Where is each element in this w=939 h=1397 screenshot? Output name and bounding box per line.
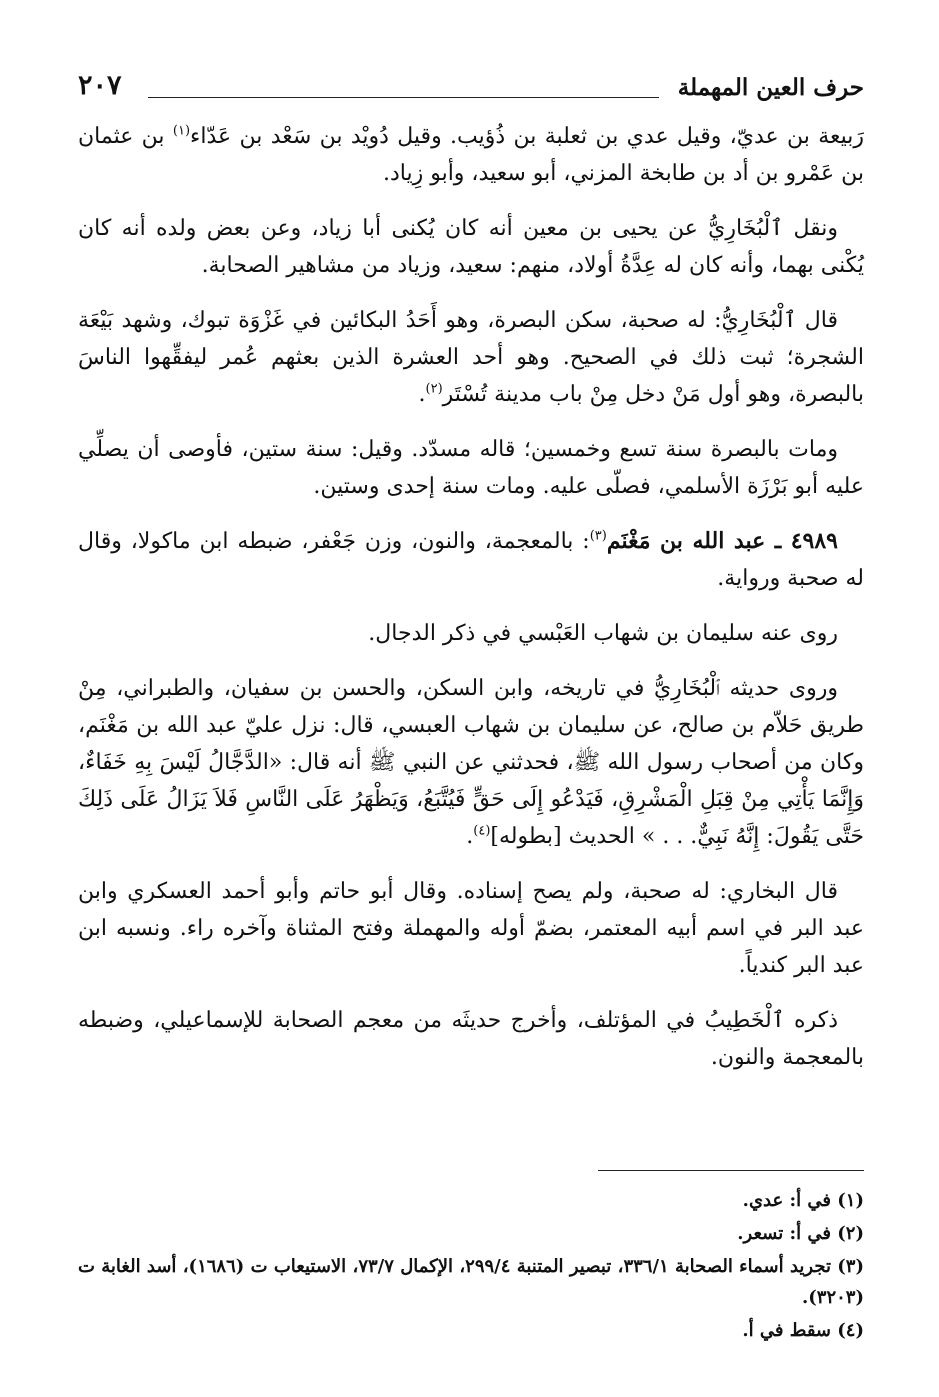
paragraph: ذكره ٱلْخَطِيبُ في المؤتلف، وأخرج حديثَه من معجم الصحابة للإسماعيلي، وضبطه بالمعجمة والنون. bbox=[78, 1008, 864, 1070]
footnote-ref: (٤) bbox=[473, 823, 491, 839]
text-run: . bbox=[466, 824, 474, 849]
running-head: حرف العين المهملة bbox=[677, 74, 864, 101]
page-number: ٢٠٧ bbox=[78, 70, 122, 101]
paragraph bbox=[78, 302, 864, 413]
entry-heading: ٤٩٨٩ ـ عبد الله بن مَغْنَم bbox=[606, 528, 838, 554]
footnote-ref: (٢) bbox=[425, 381, 443, 397]
text-run: رَبيعة بن عديّ، وقيل عدي بن ثعلبة بن ذُؤيب. وقيل دُويْد بن سَعْد بن عَدّاء bbox=[190, 124, 865, 149]
footnote-ref: (٣) bbox=[589, 528, 607, 544]
footnote: (٣) تجريد أسماء الصحابة ٣٣٦/١، تبصير المتنبة ٢٩٩/٤، الإكمال ٧٣/٧، الاستيعاب ت (١٦٨٦)، أسد الغابة ت (٣٢٠٣). bbox=[78, 1256, 864, 1308]
text-run: : بالمعجمة، والنون، وزن جَعْفر، ضبطه ابن ماكولا، وقال له صحبة ورواية. bbox=[78, 529, 864, 591]
header-rule bbox=[148, 97, 659, 98]
text-run: قال ٱلْبُخَارِيُّ: له صحبة، سكن البصرة، وهو أَحَدُ البكائين في غَزْوَة تبوك، وشهد بَيْعَة الشجرة؛ ثبت ذلك في الصحيح. وهو أحد العشرة الذين بعثهم عُمر ليفقِّهوا الناسَ بالبصرة، وهو أول مَنْ دخل مِنْ باب مدينة تُسْتَر bbox=[78, 308, 864, 407]
footnote-rule bbox=[598, 1170, 864, 1171]
page-header bbox=[78, 70, 864, 110]
footnotes bbox=[78, 1185, 864, 1348]
footnote: (٢) في أ: تسعر. bbox=[737, 1223, 864, 1244]
footnote: (١) في أ: عدي. bbox=[742, 1190, 864, 1211]
paragraph bbox=[78, 670, 864, 855]
paragraph: قال البخاري: له صحبة، ولم يصح إسناده. وقال أبو حاتم وأبو أحمد العسكري وابن عبد البر في اسم أبيه المعتمر، بضمّ أوله والمهملة وفتح المثناة وآخره راء. ونسبه ابن عبد البر كندياً. bbox=[78, 879, 864, 978]
footnote-ref: (١) bbox=[172, 123, 191, 139]
paragraph: ومات بالبصرة سنة تسع وخمسين؛ قاله مسدّد. وقيل: سنة ستين، فأوصى أن يصلِّي عليه أبو بَرْزَة الأسلمي، فصلّى عليه. ومات سنة إحدى وستين. bbox=[78, 437, 864, 499]
paragraph: روى عنه سليمان بن شهاب العَبْسي في ذكر الدجال. bbox=[368, 621, 838, 646]
footnote: (٤) سقط في أ. bbox=[742, 1320, 864, 1341]
paragraph bbox=[78, 118, 864, 192]
text-run: . bbox=[418, 382, 426, 407]
text-run: بن عثمان بن عَمْرو بن أد بن طابخة المزني، أبو سعيد، وأبو زِياد. bbox=[78, 124, 864, 186]
paragraph: ونقل ٱلْبُخَارِيُّ عن يحيى بن معين أنه كان يُكنى أبا زياد، وعن بعض ولده أنه كان يُكْنى بهما، وأنه كان له عِدَّةُ أولاد، منهم: سعيد، وزياد من مشاهير الصحابة. bbox=[78, 216, 864, 278]
entry-paragraph bbox=[78, 523, 864, 597]
main-text bbox=[78, 118, 864, 1094]
text-run: وروى حديثه ٱلْبُخَارِيُّ في تاريخه، وابن السكن، والحسن بن سفيان، والطبراني، مِنْ طريق حَلاّم بن صالح، عن سليمان بن شهاب العبسي، قال: نزل عليّ عبد الله بن مَغْنَم، وكان من أصحاب رسول الله ﷺ، فحدثني عن النبي ﷺ أنه قال: «الدَّجَّالُ لَيْسَ بِهِ خَفَاءٌ، وَإِنَّمَا يَأْتِي مِنْ قِبَلِ الْمَشْرِقِ، فَيَدْعُو إِلَى حَقٍّ فَيُتَّبَعُ، وَيَظْهَرُ عَلَى النَّاسِ فَلاَ يَزَالُ عَلَى ذَلِكَ حَتَّى يَقُولَ: إِنَّهُ نَبِيٌّ. . . » الحديث [بطوله] bbox=[78, 676, 864, 849]
